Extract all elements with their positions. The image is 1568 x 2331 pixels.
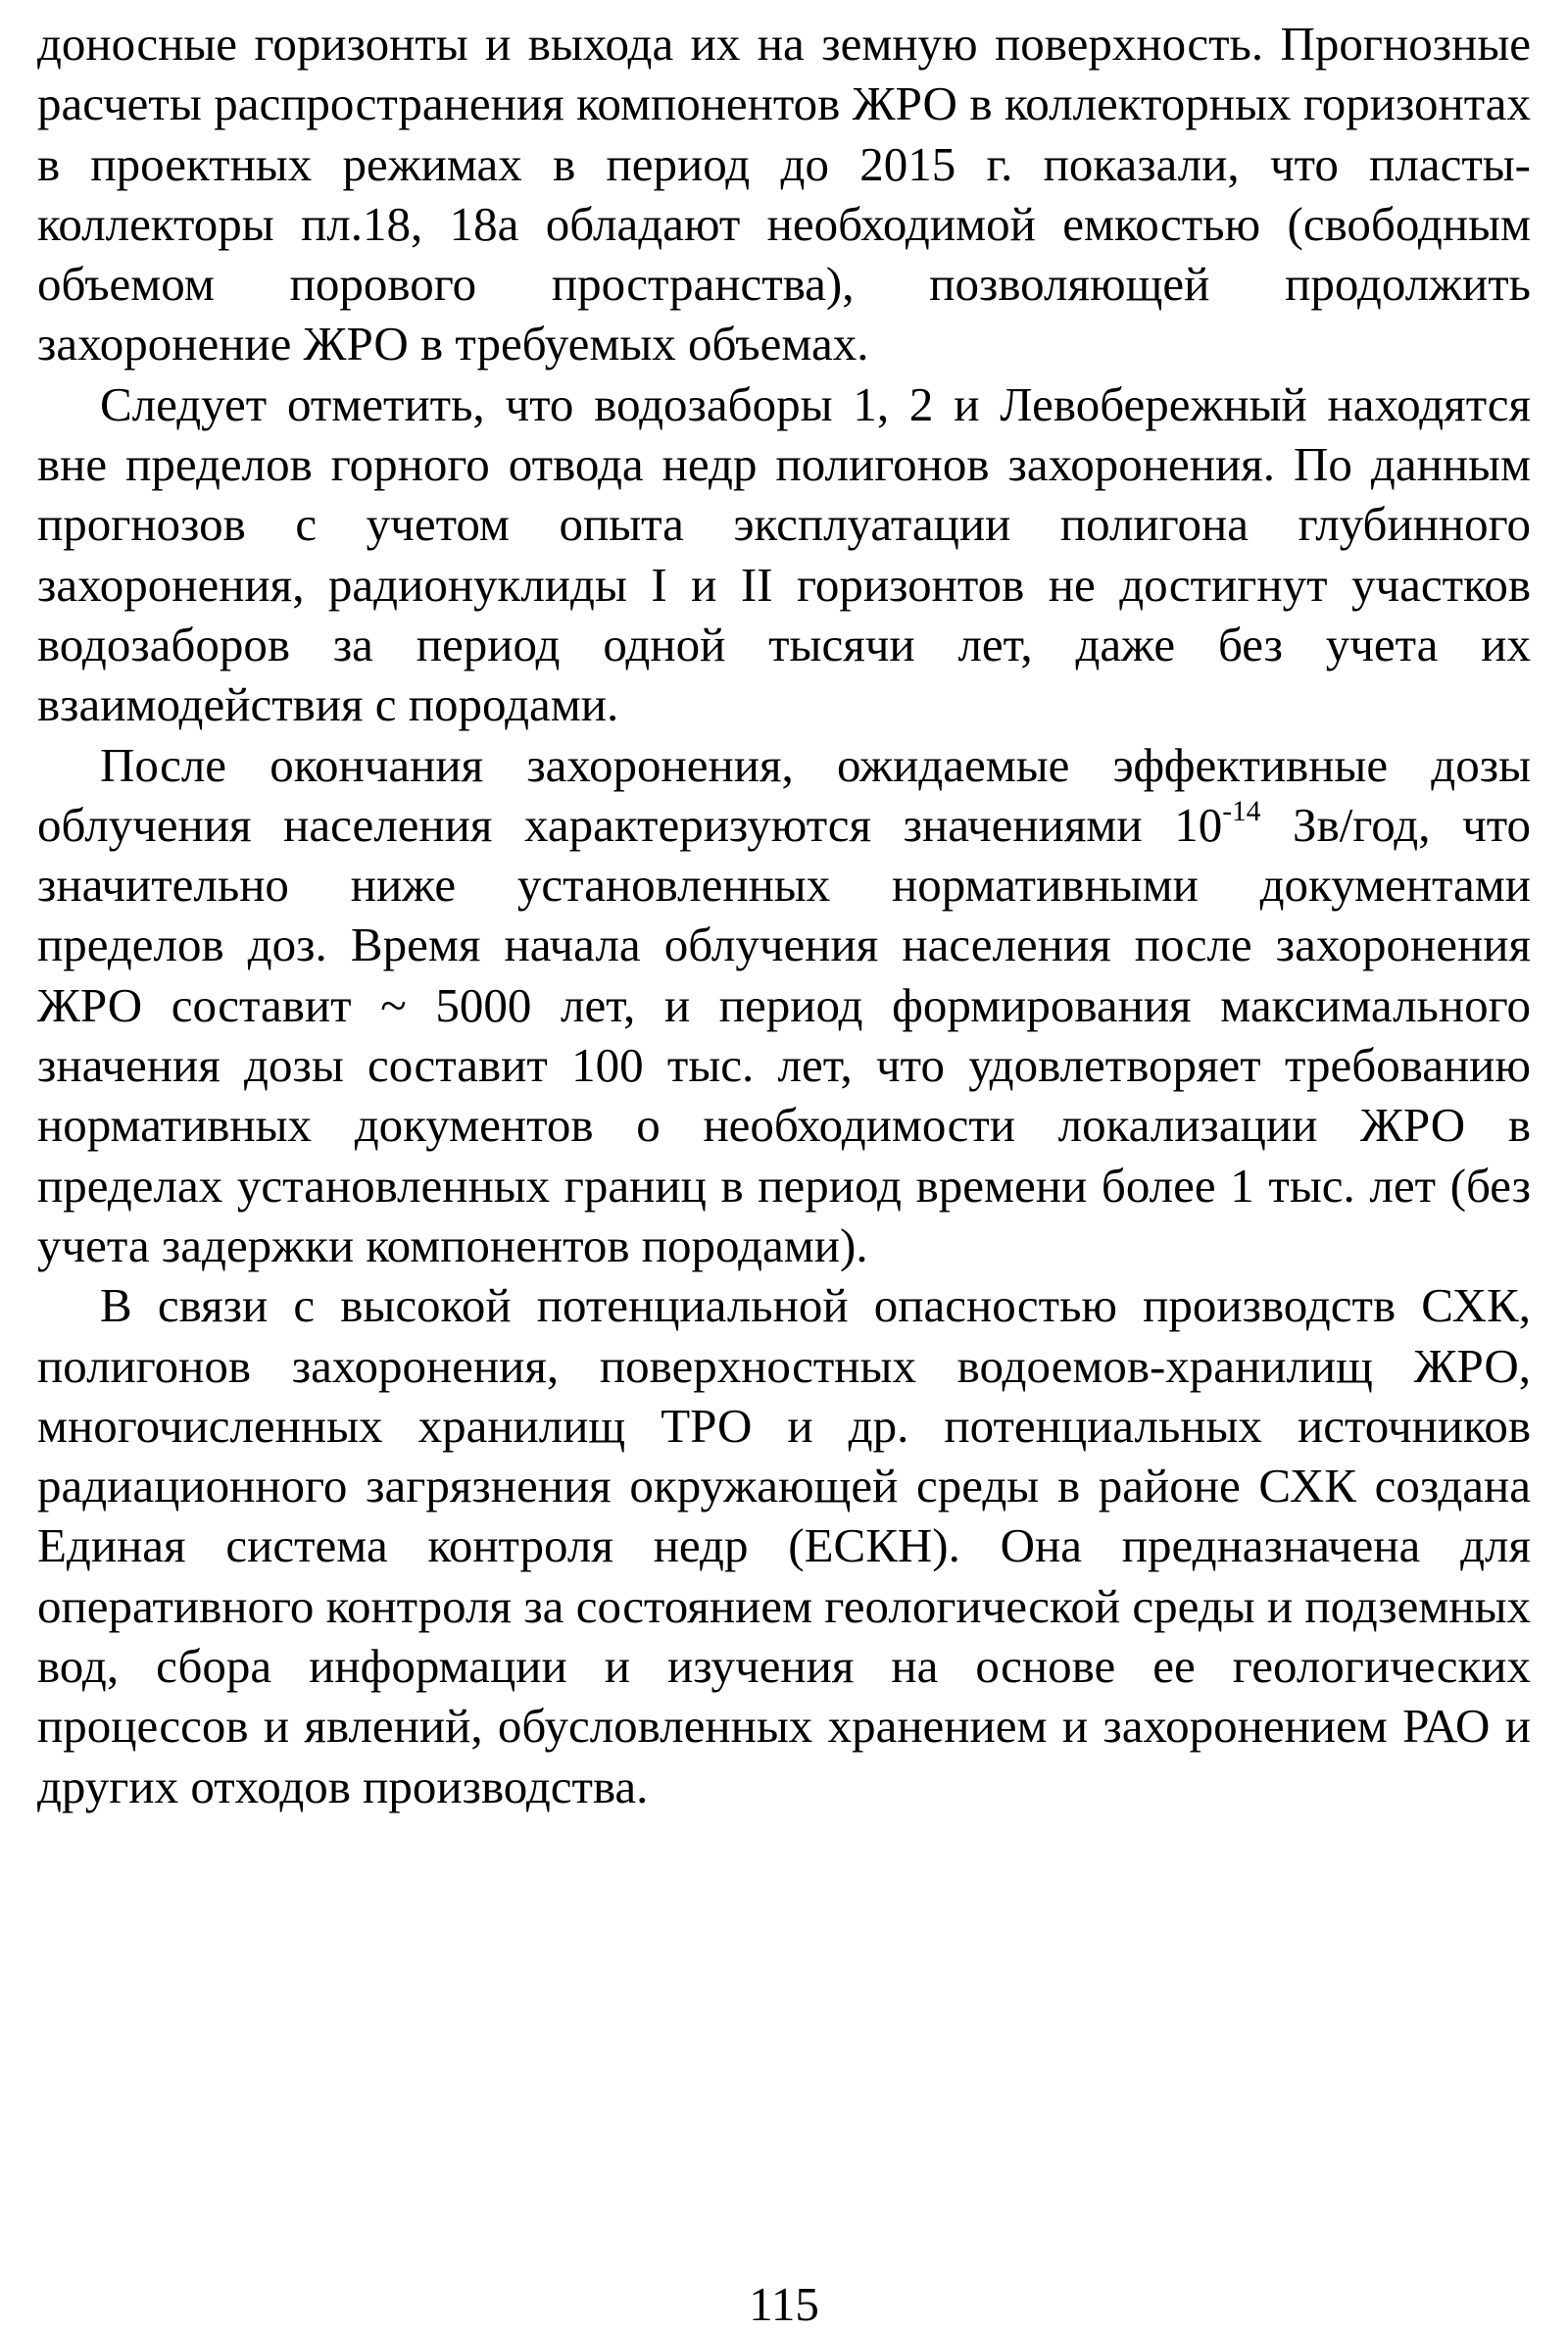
- dose-text-before: После окончания захоронения, ожидаемые эффективные дозы облучения населения характеризуются значениями 10: [37, 737, 1531, 852]
- paragraph-water-intakes: Следует отметить, что водозаборы 1, 2 и Левобережный находятся вне пределов горного отвода недр полигонов захоронения. По данным прогнозов с учетом опыта эксплуатации полигона глубинного захоронения, радионуклиды I и II горизонтов не достигнут участков водозаборов за период одной тысячи лет, даже без учета их взаимодействия с породами.: [37, 376, 1531, 732]
- dose-text-after: Зв/год, что значительно ниже установленных нормативными документами пределов доз. Время начала облучения населения после захоронения ЖРО составит ~ 5000 лет, и период формирования максимального значения дозы составит 100 тыс. лет, что удовлетворяет требованию нормативных документов о необходимости локализации ЖРО в пределах установленных границ в период времени более 1 тыс. лет (без учета задержки компонентов породами).: [37, 797, 1531, 1272]
- paragraph-radiation-doses: [37, 735, 1531, 1276]
- paragraph-monitoring-system: В связи с высокой потенциальной опасностью производств СХК, полигонов захоронения, поверхностных водоемов-хранилищ ЖРО, многочисленных хранилищ ТРО и др. потенциальных источников радиационного загрязнения окружающей среды в районе СХК создана Единая система контроля недр (ЕСКН). Она предназначена для оперативного контроля за состоянием геологической среды и подземных вод, сбора информации и изучения на основе ее геологических процессов и явлений, обусловленных хранением и захоронением РАО и других отходов производства.: [37, 1278, 1531, 1813]
- paragraph-continuation: доносные горизонты и выхода их на земную поверхность. Прогнозные расчеты распространения компонентов ЖРО в коллекторных горизонтах в проектных режимах в период до 2015 г. показали, что пласты-коллекторы пл.18, 18а обладают необходимой емкостью (свободным объемом порового пространства), позволяющей продолжить захоронение ЖРО в требуемых объемах.: [37, 17, 1531, 372]
- page-number: 115: [749, 2277, 819, 2331]
- dose-exponent: -14: [1222, 795, 1261, 827]
- page-body: [37, 14, 1531, 1816]
